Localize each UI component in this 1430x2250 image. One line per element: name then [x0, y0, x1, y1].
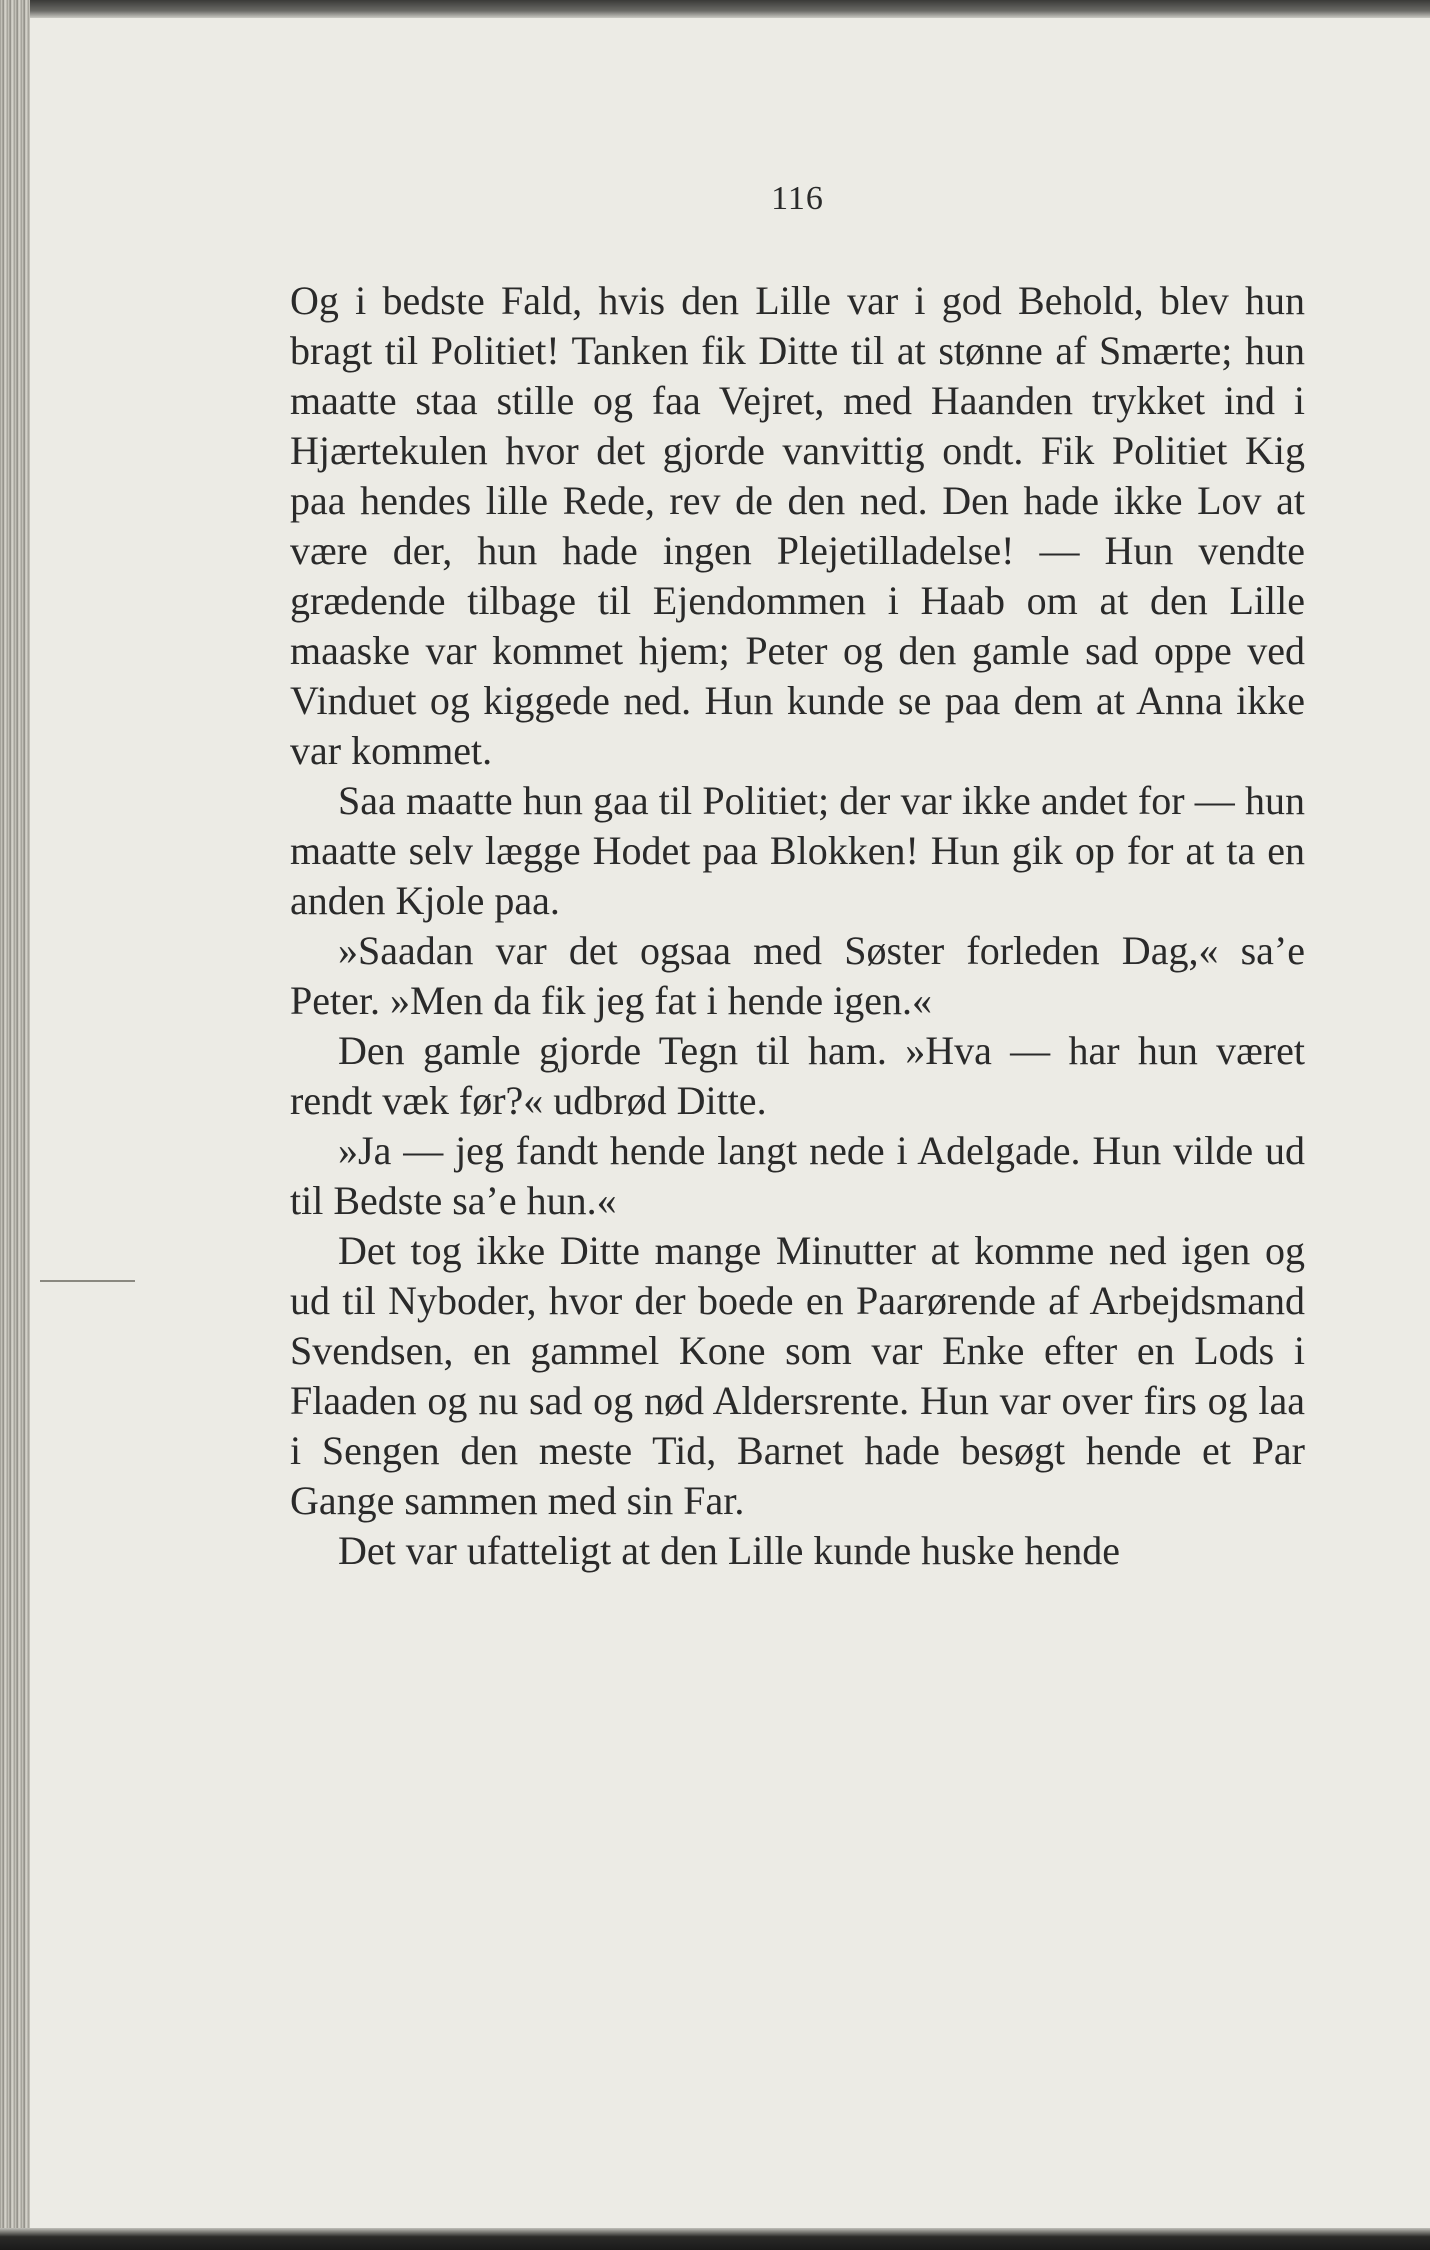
- text-column: [290, 180, 1305, 1576]
- paragraph: Og i bedste Fald, hvis den Lille var i god Behold, blev hun bragt til Politiet! Tanken fik Ditte til at stønne af Smærte; hun maatte staa stille og faa Vejret, med Haanden trykket ind i Hjærtekulen hvor det gjorde vanvittig ondt. Fik Politiet Kig paa hendes lille Rede, rev de den ned. Den hade ikke Lov at være der, hun hade ingen Plejetilladelse! — Hun vendte grædende tilbage til Ejendommen i Haab om at den Lille maaske var kommet hjem; Peter og den gamle sad oppe ved Vinduet og kiggede ned. Hun kunde se paa dem at Anna ikke var kommet.: [290, 278, 1305, 773]
- paragraph: »Ja — jeg fandt hende langt nede i Adelgade. Hun vilde ud til Bedste sa’e hun.«: [290, 1128, 1305, 1223]
- paragraph: Det var ufatteligt at den Lille kunde huske hende: [338, 1528, 1120, 1573]
- paragraph: Det tog ikke Ditte mange Minutter at komme ned igen og ud til Nyboder, hvor der boede en Paarørende af Arbejdsmand Svendsen, en gammel Kone som var Enke efter en Lods i Flaaden og nu sad og nød Aldersrente. Hun var over firs og laa i Sengen den meste Tid, Barnet hade besøgt hende et Par Gange sammen med sin Far.: [290, 1228, 1305, 1523]
- margin-mark: [40, 1280, 135, 1282]
- page-top-edge: [0, 0, 1430, 18]
- paragraph: Den gamle gjorde Tegn til ham. »Hva — har hun været rendt væk før?« udbrød Ditte.: [290, 1028, 1305, 1123]
- page-bottom-edge: [0, 2228, 1430, 2250]
- page-number: 116: [771, 180, 824, 217]
- paragraph: »Saadan var det ogsaa med Søster forleden Dag,« sa’e Peter. »Men da fik jeg fat i hende igen.«: [290, 928, 1305, 1023]
- paragraph: Saa maatte hun gaa til Politiet; der var ikke andet for — hun maatte selv lægge Hodet paa Blokken! Hun gik op for at ta en anden Kjole paa.: [290, 778, 1305, 923]
- book-spine: [0, 0, 30, 2250]
